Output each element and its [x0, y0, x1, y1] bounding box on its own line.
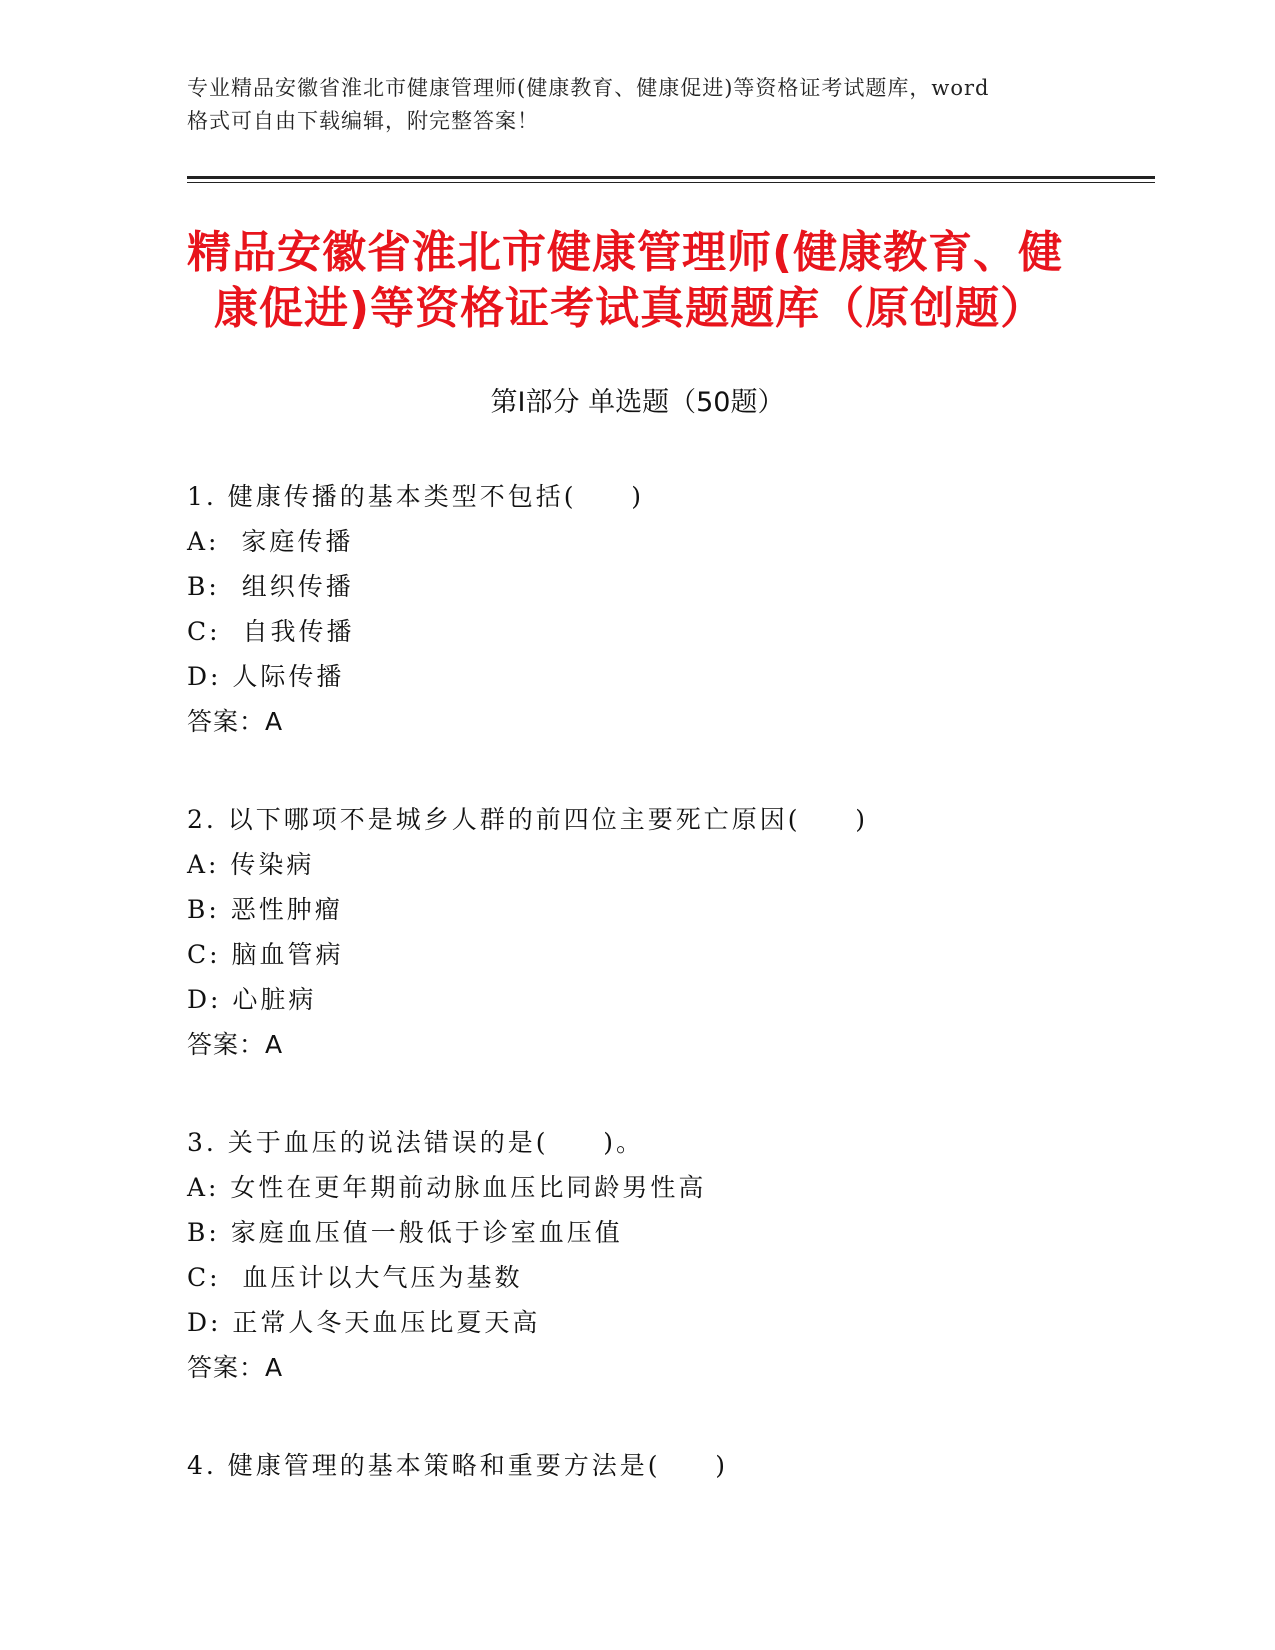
- option-d: D: 心脏病: [187, 985, 317, 1014]
- question-3: [187, 1120, 1147, 1390]
- question-4: [187, 1443, 1147, 1488]
- option-a: A: 家庭传播: [187, 527, 354, 556]
- header-rule-thin: [187, 182, 1155, 183]
- option-a: A: 女性在更年期前动脉血压比同龄男性高: [187, 1173, 707, 1202]
- document-title: [187, 225, 1087, 337]
- question-stem: 3. 关于血压的说法错误的是( )。: [187, 1128, 645, 1157]
- question-stem: 2. 以下哪项不是城乡人群的前四位主要死亡原因( ): [187, 805, 869, 834]
- option-b: B: 家庭血压值一般低于诊室血压值: [187, 1218, 623, 1247]
- question-list: [187, 474, 1147, 1541]
- answer-line: 答案：A: [187, 1353, 284, 1382]
- option-b: B: 组织传播: [187, 572, 354, 601]
- option-d: D: 人际传播: [187, 662, 345, 691]
- option-c: C: 脑血管病: [187, 940, 344, 969]
- option-a: A: 传染病: [187, 850, 315, 879]
- header-note-line-1: 专业精品安徽省淮北市健康管理师(健康教育、健康促进)等资格证考试题库，word: [187, 76, 990, 100]
- section-title: 第Ⅰ部分 单选题（50题）: [490, 387, 785, 418]
- question-stem: 1. 健康传播的基本类型不包括( ): [187, 482, 645, 511]
- header-note: [187, 72, 1087, 138]
- answer-line: 答案：A: [187, 707, 284, 736]
- header-rule-thick: [187, 176, 1155, 179]
- option-c: C: 血压计以大气压为基数: [187, 1263, 523, 1292]
- option-d: D: 正常人冬天血压比夏天高: [187, 1308, 541, 1337]
- option-c: C: 自我传播: [187, 617, 355, 646]
- question-stem: 4. 健康管理的基本策略和重要方法是( ): [187, 1451, 729, 1480]
- header-note-line-2: 格式可自由下载编辑，附完整答案！: [187, 109, 539, 133]
- option-b: B: 恶性肿瘤: [187, 895, 343, 924]
- document-title-line-2: 康促进)等资格证考试真题题库（原创题）: [214, 283, 1046, 334]
- document-title-line-1: 精品安徽省淮北市健康管理师(健康教育、健: [187, 227, 1064, 278]
- question-1: [187, 474, 1147, 744]
- question-2: [187, 797, 1147, 1067]
- answer-line: 答案：A: [187, 1030, 284, 1059]
